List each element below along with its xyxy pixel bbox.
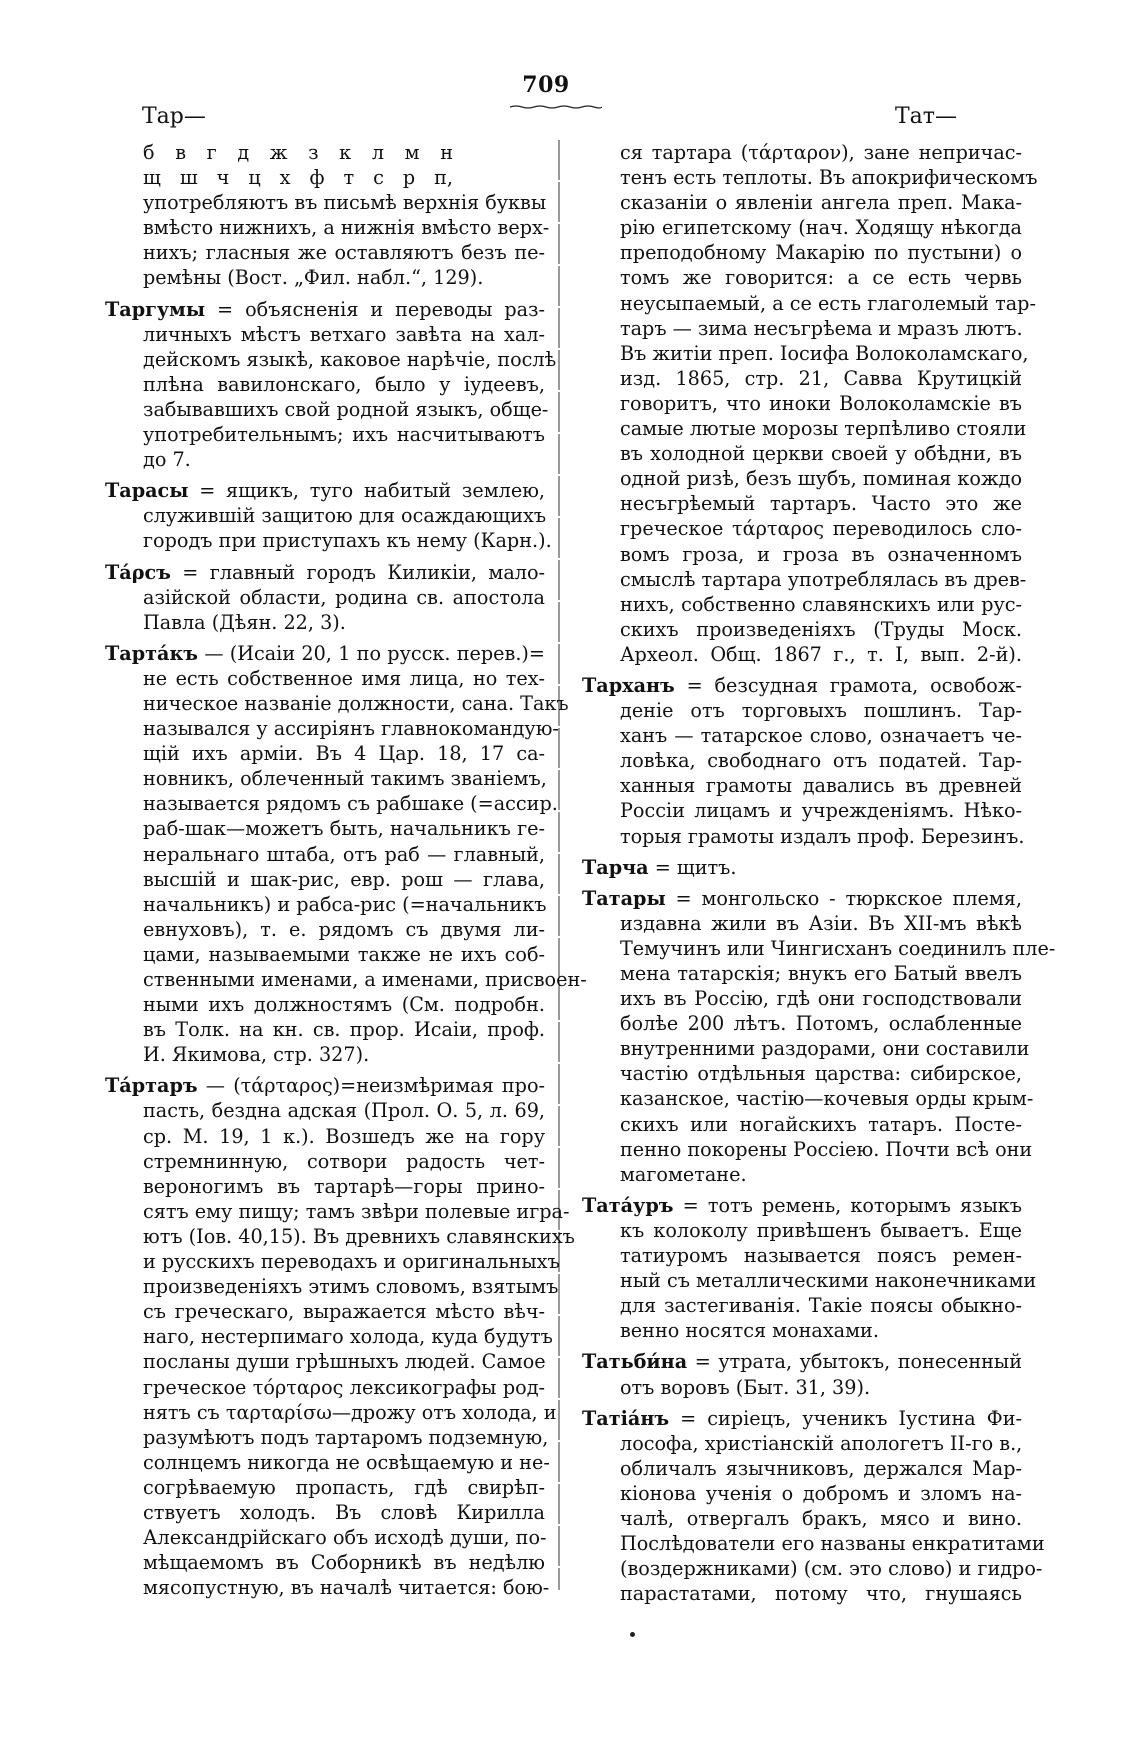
text-line: вомъ гроза, и гроза въ означенномъ — [620, 542, 1022, 566]
alphabet-row: б в г д ж з к л м н — [143, 141, 453, 164]
text-line: томъ же говорится: а се есть червь — [620, 266, 1022, 290]
text-line: казанское, частію—кочевыя орды крым- — [620, 1087, 1034, 1111]
text-line: ханныя грамоты давались въ древней — [620, 774, 1022, 798]
headword: Тарча — [582, 855, 649, 879]
text-line: посланы души грѣшныхъ людей. Самое — [143, 1350, 546, 1374]
text-line: ср. М. 19, 1 к.). Возшедъ же на гору — [143, 1124, 545, 1148]
text-line: азійской области, родина св. апостола — [143, 585, 545, 609]
text-line: солнцемъ никогда не освѣщаемую и не- — [143, 1450, 550, 1474]
text-line: скихъ произведеніяхъ (Труды Моск. — [620, 617, 1022, 641]
text-line: въ Толк. на кн. св. прор. Исаіи, проф. — [143, 1018, 545, 1042]
text-line: произведеніяхъ этимъ словомъ, взятымъ — [143, 1275, 559, 1299]
text-line: ловѣка, свободнаго отъ податей. Тар- — [620, 749, 1022, 773]
text-line: нихъ; гласныя же оставляютъ безъ пе- — [143, 241, 545, 265]
text-line: сказаніи о явленіи ангела преп. Мака- — [620, 191, 1022, 215]
alphabet-row: щ ш ч ц х ф т с р п, — [143, 166, 453, 190]
text-line: тенъ есть теплоты. Въ апокрифическомъ — [620, 166, 1038, 190]
text-line: кіонова ученія о добромъ и зломъ на- — [620, 1481, 1022, 1505]
entry-first-line — [582, 855, 1022, 880]
text-line: употребительнымъ; ихъ насчитываютъ — [143, 423, 545, 447]
text-line: Темучинъ или Чингисханъ соединилъ пле- — [620, 936, 1056, 960]
column-divider — [557, 140, 561, 1590]
text-line: назывался у ассиріянъ главнокомандую- — [143, 717, 559, 741]
text-line: ническое названіе должности, сана. Такъ — [143, 691, 569, 715]
text-line: сятъ ему пищу; тамъ звѣри полевые игра- — [143, 1199, 570, 1223]
text-line: служившій защитою для осаждающихъ — [143, 504, 547, 528]
text-line: вероногимъ въ тартарѣ—горы прино- — [143, 1174, 545, 1198]
text-line: для застегиванія. Такіе поясы обыкно- — [620, 1294, 1022, 1318]
entry-first-line — [105, 1073, 545, 1098]
right-column — [582, 140, 1056, 1606]
text-line: щій ихъ арміи. Въ 4 Цар. 18, 17 са- — [143, 742, 545, 766]
text-line: (воздержниками) (см. это слово) и гидро- — [620, 1557, 1043, 1581]
headword: Тарта́къ — [105, 641, 199, 665]
text-line: новникъ, облеченный такимъ званіемъ, — [143, 767, 547, 791]
headword: Татьби́на — [582, 1350, 688, 1374]
text-line: Археол. Общ. 1867 г., т. I, вып. 2-й). — [620, 642, 1022, 666]
text-line: ный съ металлическими наконечниками — [620, 1269, 1037, 1293]
definition-text: = главный городъ Киликіи, мало- — [170, 560, 545, 584]
text-line: И. Якимова, стр. 327). — [143, 1043, 370, 1067]
text-line: торыя грамоты издалъ проф. Березинъ. — [620, 824, 1025, 848]
text-line: обличалъ язычниковъ, держался Мар- — [620, 1456, 1022, 1480]
text-line: магометане. — [620, 1162, 747, 1186]
text-line: издавна жили въ Азіи. Въ XII-мъ вѣкѣ — [620, 911, 1022, 935]
entry-first-line — [105, 478, 545, 503]
text-line: городъ при приступахъ къ нему (Карн.). — [143, 529, 552, 553]
text-line: ственными именами, а именами, присвоен- — [143, 968, 587, 991]
text-line: Александрійскаго объ исходѣ души, по- — [143, 1526, 547, 1550]
text-line: изд. 1865, стр. 21, Савва Крутицкій — [620, 366, 1022, 390]
text-line: несъгрѣемый тартаръ. Часто это же — [620, 492, 1022, 516]
entry-first-line — [105, 641, 545, 666]
text-line: преподобному Макарію по пустыни) о — [620, 241, 1022, 265]
headword: Татіа́нъ — [582, 1406, 670, 1430]
entry-first-line — [582, 1349, 1022, 1374]
text-line: Россіи лицамъ и учрежденіямъ. Нѣко- — [620, 799, 1022, 823]
text-line: татиуромъ называется поясъ ремен- — [620, 1244, 1022, 1268]
text-line: пасть, бездна адская (Прол. О. 5, л. 69, — [143, 1099, 545, 1123]
text-line: частію отдѣльныя царства: сибирское, — [620, 1062, 1022, 1086]
entry-first-line — [105, 297, 545, 322]
print-speck — [630, 1632, 635, 1637]
text-line: болѣе 200 лѣтъ. Потомъ, ослабленные — [620, 1012, 1022, 1036]
left-column — [105, 140, 587, 1600]
text-line: раб-шак—можетъ быть, начальникъ ге- — [143, 817, 545, 841]
text-line: къ колоколу привѣшенъ бываетъ. Еще — [620, 1218, 1022, 1242]
page-number: 709 — [522, 72, 570, 98]
text-line: мясопустную, въ началѣ читается: бою- — [143, 1576, 550, 1600]
text-line: внутренними раздорами, они составили — [620, 1037, 1030, 1061]
page-number-rule — [510, 105, 602, 109]
text-line: начальникъ) и рабса-рис (=начальникъ — [143, 892, 547, 916]
text-line: высшій и шак-рис, евр. рош — глава, — [143, 867, 545, 891]
text-line: лософа, христіанскій апологетъ II-го в., — [620, 1431, 1023, 1455]
text-line: ремѣны (Вост. „Фил. набл.“, 129). — [143, 266, 484, 290]
text-line: греческое τόρταρος лексикографы род- — [143, 1375, 545, 1399]
text-line: мена татарскія; внукъ его Батый ввелъ — [620, 962, 1022, 985]
headword: Тарханъ — [582, 673, 675, 697]
definition-text: = объясненія и переводы раз- — [205, 297, 545, 321]
entry-first-line — [582, 1406, 1022, 1431]
text-line: самые лютые морозы терпѣливо стояли — [620, 417, 1027, 441]
text-line: согрѣваемую пропасть, гдѣ свирѣп- — [143, 1475, 545, 1499]
text-line: чалѣ, отвергалъ бракъ, мясо и вино. — [620, 1506, 1022, 1530]
definition-text: = сиріецъ, ученикъ Іустина Фи- — [669, 1406, 1022, 1430]
text-line: неусыпаемый, а се есть глаголемый тар- — [620, 291, 1036, 315]
text-line: и русскихъ переводахъ и оригинальныхъ — [143, 1250, 560, 1274]
text-line: Послѣдователи его названы енкратитами — [620, 1532, 1045, 1556]
text-line: греческое τάρταρος переводилось сло- — [620, 517, 1022, 541]
headword: Та́ртаръ — [105, 1074, 198, 1098]
text-line: говоритъ, что иноки Волоколамскіе въ — [620, 391, 1022, 415]
text-line: рію египетскому (нач. Ходящу нѣкогда — [620, 216, 1022, 240]
text-line: отъ воровъ (Быт. 31, 39). — [620, 1375, 871, 1399]
text-line: ными ихъ должностямъ (См. подробн. — [143, 993, 545, 1017]
text-line: венно носятся монахами. — [620, 1319, 879, 1343]
text-line: нятъ съ ταρταρίσω—дрожу отъ холода, и — [143, 1400, 557, 1424]
entry-first-line — [105, 560, 545, 585]
text-line: называется рядомъ съ рабшаке (=ассир. — [143, 792, 558, 816]
text-line: смыслѣ тартара употреблялась въ древ- — [620, 567, 1027, 591]
text-line: дейскомъ языкѣ, каковое нарѣчіе, послѣ — [143, 347, 557, 371]
text-line: неральнаго штаба, отъ раб — главный, — [143, 842, 545, 866]
headword: Тарасы — [105, 479, 189, 503]
headword: Та́ρсъ — [105, 560, 171, 584]
text-line: одной ризѣ, безъ шубъ, поминая кождо — [620, 467, 1022, 491]
text-line: скихъ или ногайскихъ татаръ. Посте- — [620, 1112, 1022, 1136]
text-line: вмѣсто нижнихъ, а нижнія вмѣсто верх- — [143, 216, 550, 240]
headword: Тата́уръ — [582, 1193, 674, 1217]
text-line: ся тартара (τάρταρον), зане непричас- — [620, 141, 1022, 164]
entry-first-line — [582, 1193, 1022, 1218]
text-line: Павла (Дѣян. 22, 3). — [143, 610, 346, 634]
text-line: мѣщаемомъ въ Соборникѣ въ недѣлю — [143, 1551, 545, 1575]
text-line: наго, нестерпимаго холода, куда будутъ — [143, 1325, 553, 1349]
text-line: ихъ въ Россію, гдѣ они господствовали — [620, 987, 1022, 1011]
text-line: деніе отъ торговыхъ пошлинъ. Тар- — [620, 699, 1022, 723]
text-line: парастатами, потому что, гнушаясь — [620, 1582, 1022, 1606]
text-line: ютъ (Іов. 40,15). Въ древнихъ славянскихъ — [143, 1224, 575, 1248]
text-line: стремнинную, сотвори радость чет- — [143, 1149, 545, 1173]
text-line: ханъ — татарское слово, означаетъ че- — [620, 724, 1022, 748]
text-line: личныхъ мѣстъ ветхаго завѣта на хал- — [143, 322, 545, 346]
entry-first-line — [582, 886, 1022, 911]
text-line: Въ житіи преп. Іосифа Волоколамскаго, — [620, 341, 1029, 365]
text-line: нихъ, собственно славянскихъ или рус- — [620, 592, 1022, 616]
running-head-right: Тат— — [895, 104, 957, 129]
definition-text: = монгольско - тюркское племя, — [665, 886, 1022, 910]
definition-text: — (Исаіи 20, 1 по русск. перев.)= — [198, 641, 545, 665]
definition-text: = безсудная грамота, освобож- — [674, 673, 1022, 697]
definition-text: = щитъ. — [648, 855, 737, 879]
text-line: не есть собственное имя лица, но тех- — [143, 666, 545, 690]
definition-text: — (τάρταρος)=неизмѣримая про- — [197, 1074, 545, 1098]
headword: Татары — [582, 886, 666, 910]
text-line: до 7. — [143, 448, 191, 472]
entry-first-line — [582, 673, 1022, 698]
running-head-left: Тар— — [142, 104, 206, 129]
text-line: плѣна вавилонскаго, было у іудеевъ, — [143, 372, 545, 396]
text-line: употребляютъ въ письмѣ верхнія буквы — [143, 191, 547, 215]
text-line: съ греческаго, выражается мѣсто вѣч- — [143, 1300, 545, 1324]
headword: Таргумы — [105, 297, 206, 321]
definition-text: = утрата, убытокъ, понесенный — [687, 1350, 1022, 1374]
text-line: евнуховъ), т. е. рядомъ съ двумя ли- — [143, 917, 545, 941]
text-line: таръ — зима несъгрѣема и мразъ лютъ. — [620, 316, 1023, 340]
text-line: пенно покорены Россіею. Почти всѣ они — [620, 1137, 1033, 1161]
text-line: разумѣютъ подъ тартаромъ подземную, — [143, 1425, 549, 1449]
definition-text: = тотъ ремень, которымъ языкъ — [673, 1193, 1022, 1217]
text-line: цами, называемыми также не ихъ соб- — [143, 942, 545, 966]
text-line: ствуетъ холодъ. Въ словѣ Кирилла — [143, 1500, 545, 1524]
definition-text: = ящикъ, туго набитый землею, — [188, 479, 545, 503]
text-line: забывавшихъ свой родной языкъ, обще- — [143, 397, 549, 421]
text-line: въ холодной церкви своей у обѣдни, въ — [620, 442, 1022, 466]
